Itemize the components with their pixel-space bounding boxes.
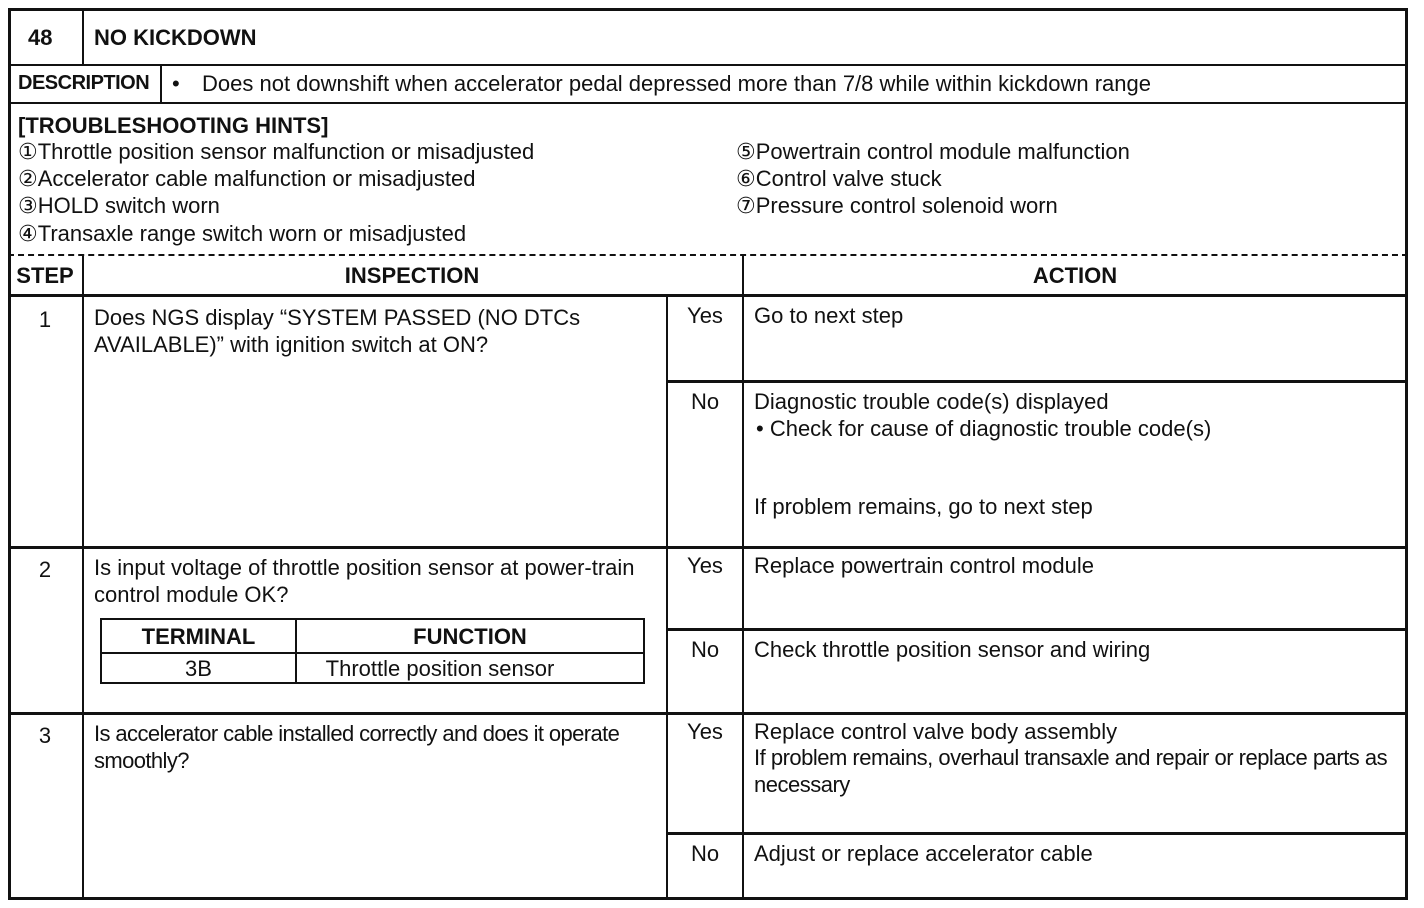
action-text: Replace powertrain control module bbox=[754, 553, 1094, 578]
no-label: No bbox=[690, 637, 720, 662]
terminal-value: 3B bbox=[185, 656, 212, 681]
yes-no-separator bbox=[666, 832, 1408, 835]
header-divider bbox=[82, 8, 84, 64]
action-text: Replace control valve body assembly bbox=[754, 719, 1118, 744]
description-divider bbox=[160, 64, 162, 102]
action-text: Adjust or replace accelerator cable bbox=[754, 841, 1093, 866]
yes-label: Yes bbox=[687, 719, 723, 744]
procedure-number: 48 bbox=[28, 25, 53, 50]
terminal-table bbox=[100, 618, 645, 684]
yes-label: Yes bbox=[687, 553, 723, 578]
description-bottom-line bbox=[8, 102, 1408, 104]
step-number: 2 bbox=[38, 557, 52, 582]
page-title: NO KICKDOWN bbox=[94, 25, 257, 50]
step-number: 1 bbox=[38, 307, 52, 332]
hint-item: ⑥Control valve stuck bbox=[736, 166, 942, 191]
action-text: If problem remains, overhaul transaxle and repair or replace parts as necessary bbox=[754, 745, 1388, 797]
description-label: DESCRIPTION bbox=[18, 72, 150, 94]
column-header-bottom-line bbox=[8, 294, 1408, 297]
yes-no-column-divider bbox=[666, 295, 668, 900]
function-header: FUNCTION bbox=[413, 624, 527, 649]
inspection-text: Does NGS display “SYSTEM PASSED (NO DTCs AVAILABLE)” with ignition switch at ON? bbox=[94, 305, 581, 357]
function-value: Throttle position sensor bbox=[325, 656, 555, 681]
step-separator bbox=[8, 546, 1408, 549]
step-separator bbox=[8, 712, 1408, 715]
no-label: No bbox=[690, 841, 720, 866]
action-bullet-text: • Check for cause of diagnostic trouble code(s) bbox=[756, 416, 1212, 441]
step-number: 3 bbox=[38, 723, 52, 748]
hint-item: ①Throttle position sensor malfunction or misadjusted bbox=[18, 139, 535, 164]
step-column-header: STEP bbox=[16, 263, 74, 288]
yes-no-separator bbox=[666, 380, 1408, 383]
description-text: Does not downshift when accelerator pedal depressed more than 7/8 while within kickdown range bbox=[202, 71, 1151, 96]
hint-item: ⑤Powertrain control module malfunction bbox=[736, 139, 1130, 164]
hints-heading: [TROUBLESHOOTING HINTS] bbox=[18, 113, 329, 138]
action-column-header: ACTION bbox=[1032, 263, 1118, 288]
action-text: If problem remains, go to next step bbox=[754, 494, 1093, 519]
terminal-header: TERMINAL bbox=[141, 624, 256, 649]
hint-item: ⑦Pressure control solenoid worn bbox=[736, 193, 1058, 218]
hint-item: ③HOLD switch worn bbox=[18, 193, 220, 218]
action-text: Diagnostic trouble code(s) displayed bbox=[754, 389, 1109, 414]
no-label: No bbox=[690, 389, 720, 414]
inspection-column-header: INSPECTION bbox=[344, 263, 480, 288]
action-text: Go to next step bbox=[754, 303, 904, 328]
description-bullet: • bbox=[172, 71, 180, 96]
yes-label: Yes bbox=[687, 303, 723, 328]
header-bottom-line bbox=[8, 64, 1408, 66]
step-column-divider bbox=[82, 256, 84, 900]
action-text: Check throttle position sensor and wiring bbox=[754, 637, 1151, 662]
action-column-divider bbox=[742, 256, 744, 900]
hint-item: ②Accelerator cable malfunction or misadjusted bbox=[18, 166, 476, 191]
hint-item: ④Transaxle range switch worn or misadjusted bbox=[18, 221, 467, 246]
inspection-text: Is input voltage of throttle position sensor at power-train control module OK? bbox=[94, 555, 635, 607]
hints-bottom-line bbox=[8, 254, 1408, 256]
yes-no-separator bbox=[666, 628, 1408, 631]
inspection-text: Is accelerator cable installed correctly and does it operate smoothly? bbox=[94, 721, 620, 773]
